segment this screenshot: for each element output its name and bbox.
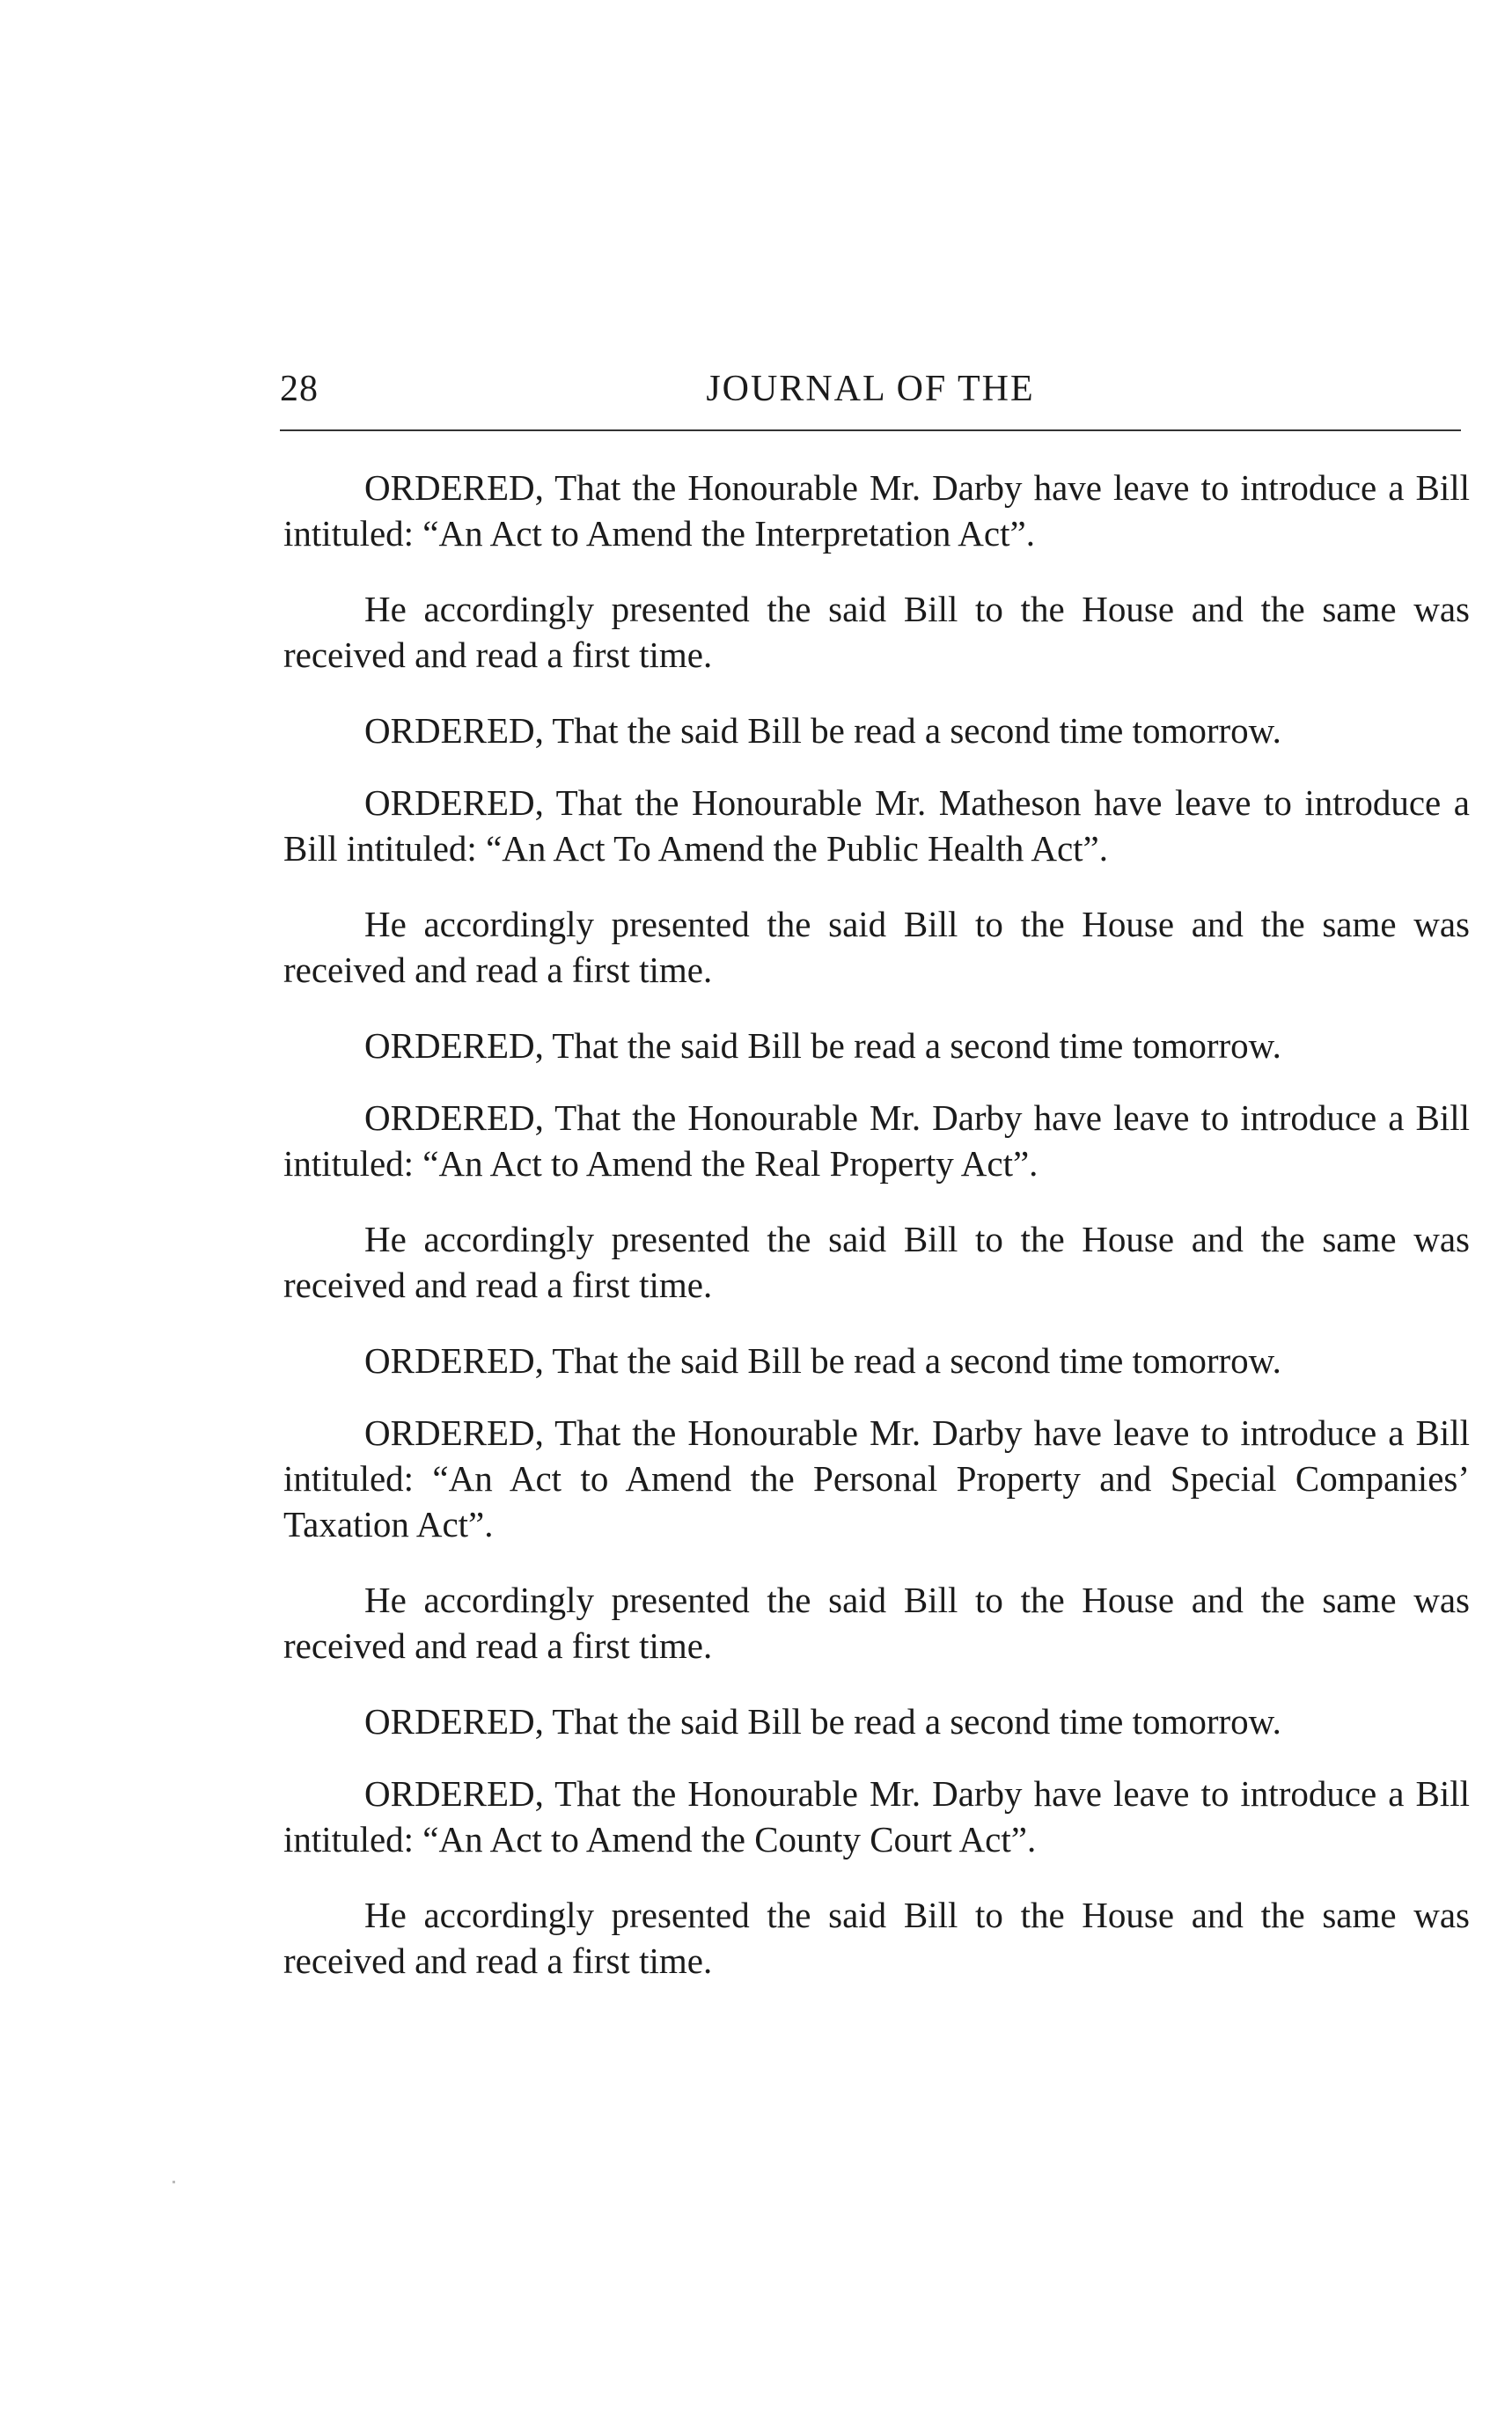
- paragraph-ordered-leave: ORDERED, That the Honourable Mr. Matheson have leave to introduce a Bill intituled: “An Act To Amend the Public Health Act”.: [283, 782, 1470, 869]
- paragraph-ordered-leave: ORDERED, That the Honourable Mr. Darby have leave to introduce a Bill intituled: “An Act to Amend the County Court Act”.: [283, 1773, 1470, 1860]
- paragraph-ordered-leave: ORDERED, That the Honourable Mr. Darby have leave to introduce a Bill intituled: “An Act to Amend the Interpretation Act”.: [283, 467, 1470, 554]
- page-header: [280, 368, 1461, 419]
- paragraph-presented: He accordingly presented the said Bill to the House and the same was received and read a first time.: [283, 1580, 1470, 1666]
- paragraph-ordered-second-reading: ORDERED, That the said Bill be read a second time tomorrow.: [364, 1025, 1281, 1066]
- paragraph-presented: He accordingly presented the said Bill to the House and the same was received and read a first time.: [283, 904, 1470, 990]
- paragraph-ordered-second-reading: ORDERED, That the said Bill be read a second time tomorrow.: [364, 1701, 1281, 1742]
- journal-body: [283, 465, 1470, 2014]
- paragraph-ordered-leave: ORDERED, That the Honourable Mr. Darby have leave to introduce a Bill intituled: “An Act to Amend the Personal Property and Special Companies’ Taxation Act”.: [283, 1412, 1470, 1544]
- paragraph-ordered-second-reading: ORDERED, That the said Bill be read a second time tomorrow.: [364, 1340, 1281, 1381]
- page-number: 28: [280, 369, 319, 409]
- paragraph-presented: He accordingly presented the said Bill to the House and the same was received and read a first time.: [283, 1895, 1470, 1981]
- paragraph-presented: He accordingly presented the said Bill to the House and the same was received and read a first time.: [283, 589, 1470, 675]
- scan-speck: [172, 2181, 175, 2183]
- running-head: JOURNAL OF THE: [706, 369, 1035, 409]
- paragraph-ordered-second-reading: ORDERED, That the said Bill be read a second time tomorrow.: [364, 710, 1281, 751]
- paragraph-presented: He accordingly presented the said Bill to the House and the same was received and read a first time.: [283, 1219, 1470, 1305]
- header-rule: [280, 429, 1461, 431]
- paragraph-ordered-leave: ORDERED, That the Honourable Mr. Darby have leave to introduce a Bill intituled: “An Act to Amend the Real Property Act”.: [283, 1097, 1470, 1184]
